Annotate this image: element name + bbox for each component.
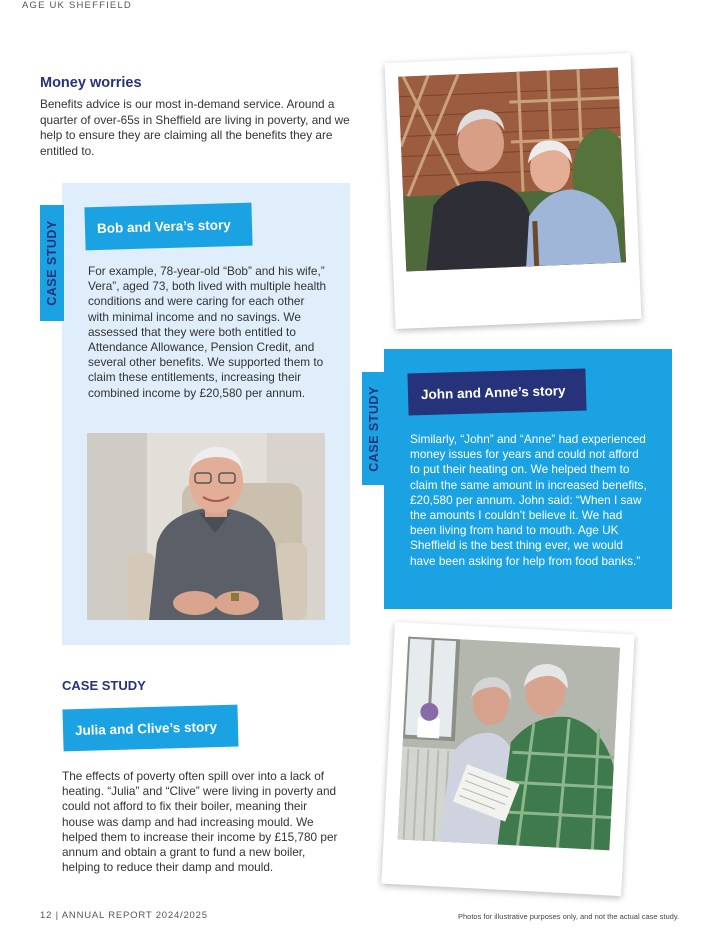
story-text-bob-vera: For example, 78-year-old “Bob” and his wife,” Vera”, aged 73, both lived with multiple health conditions and were caring for each other with minimal income and no savings. We assessed that they were both entitled to Attendance Allowance, Pension Credit, and several other benefits. We supported them to claim these entitlements, increasing their combined income by £20,580 per annum. (88, 264, 327, 400)
story-title-john-anne: John and Anne’s story (407, 369, 586, 416)
case-study-tab-label: CASE STUDY (367, 385, 381, 472)
photo-couple-reading (398, 637, 620, 851)
case-study-tab-label: CASE STUDY (45, 220, 59, 306)
story-text-john-anne: Similarly, “John” and “Anne” had experienced money issues for years and could not afford to put their heating on. We helped them to claim the same amount in increased benefits, £20,580 per annum. John said: “When I saw the amounts I couldn’t believe it. We had been living from hand to mouth. Age UK Sheffield is the best thing ever, we would have been asking for help from food banks.” (410, 432, 647, 568)
photo-disclaimer: Photos for illustrative purposes only, and not the actual case study. (458, 912, 680, 921)
section-title: Money worries (40, 75, 142, 91)
photo-couple-garden (398, 67, 626, 271)
case-study-tab (40, 205, 64, 321)
polaroid-photo-couple-reading (381, 622, 634, 896)
running-header: AGE UK SHEFFIELD (22, 0, 132, 11)
story-text-julia-clive: The effects of poverty often spill over into a lack of heating. “Julia” and “Clive” were living in poverty and could not afford to fix their boiler, meaning their house was damp and had increasing mould. We helped them to increase their income by £15,780 per annum and obtain a grant to fund a new boiler, helping to reduce their damp and mould. (62, 769, 338, 875)
polaroid-photo-couple (385, 53, 642, 329)
case-study-tab (362, 372, 386, 485)
page-number-footer: 12 | ANNUAL REPORT 2024/2025 (40, 910, 208, 921)
case-study-label: CASE STUDY (62, 678, 146, 693)
section-intro: Benefits advice is our most in-demand service. Around a quarter of over-65s in Sheffield are living in poverty, and we help to ensure they are claiming all the benefits they are entitled to. (40, 97, 350, 158)
story-title-bob-vera: Bob and Vera’s story (84, 203, 252, 251)
photo-elderly-man (87, 433, 325, 620)
story-title-julia-clive: Julia and Clive’s story (62, 705, 238, 752)
